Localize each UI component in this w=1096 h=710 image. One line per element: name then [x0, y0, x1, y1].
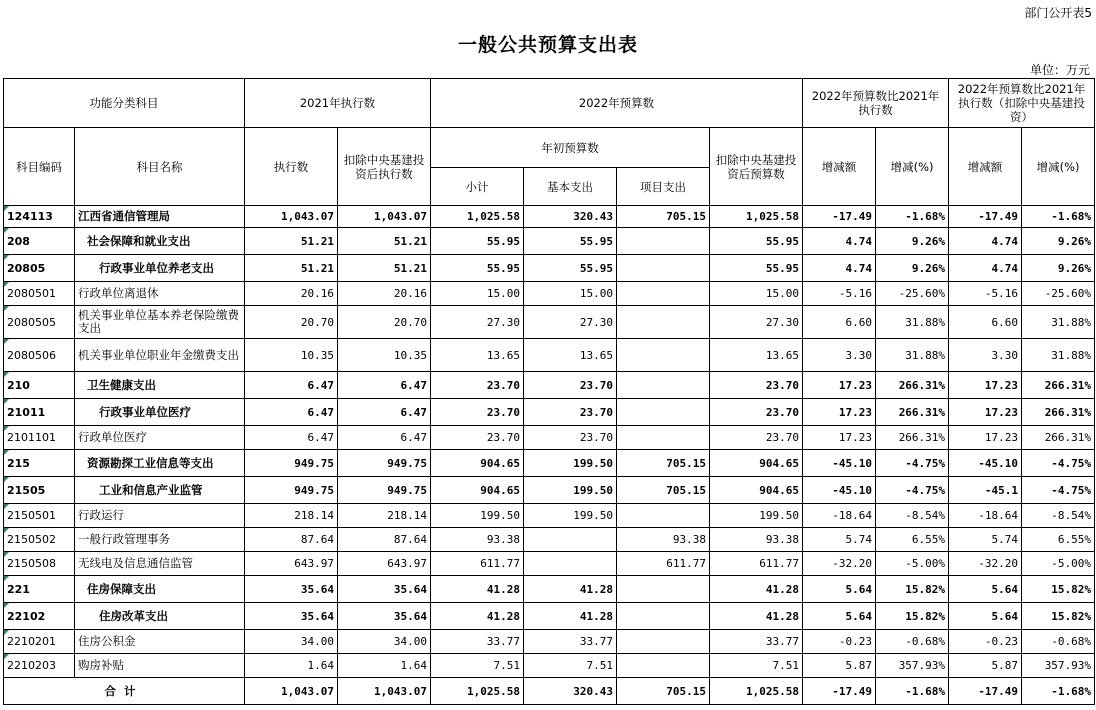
subject-name: 江西省通信管理局 [75, 206, 245, 228]
cell-budget_excl: 23.70 [710, 399, 803, 426]
cell-pct2: 15.82% [1022, 576, 1095, 603]
subject-code: 2150508 [4, 552, 75, 576]
subject-code: 2150501 [4, 504, 75, 528]
cell-project [617, 654, 710, 678]
table-row [4, 630, 1095, 654]
cell-pct2: 9.26% [1022, 255, 1095, 282]
cell-pct: -5.00% [876, 552, 949, 576]
cell-budget_excl: 611.77 [710, 552, 803, 576]
subject-name: 行政事业单位养老支出 [75, 255, 245, 282]
table-row [4, 282, 1095, 306]
table-row [4, 528, 1095, 552]
subject-name: 住房公积金 [75, 630, 245, 654]
cell-chg: -0.23 [803, 630, 876, 654]
subject-code: 2210201 [4, 630, 75, 654]
cell-pct: 31.88% [876, 339, 949, 372]
cell-pct: -0.68% [876, 630, 949, 654]
cell-chg: 5.64 [803, 603, 876, 630]
cell-exec: 34.00 [245, 630, 338, 654]
cell-project [617, 426, 710, 450]
cell-basic: 41.28 [524, 603, 617, 630]
cell-exec_excl: 6.47 [338, 426, 431, 450]
cell-project [617, 399, 710, 426]
cell-chg: -18.64 [803, 504, 876, 528]
subject-name: 住房改革支出 [75, 603, 245, 630]
cell-exec: 6.47 [245, 426, 338, 450]
table-row [4, 504, 1095, 528]
cell-basic: 23.70 [524, 426, 617, 450]
cell-pct2: -0.68% [1022, 630, 1095, 654]
cell-exec_excl: 218.14 [338, 504, 431, 528]
cell-budget_excl: 904.65 [710, 477, 803, 504]
table-row [4, 654, 1095, 678]
table-row [4, 426, 1095, 450]
cell-exec: 949.75 [245, 450, 338, 477]
cell-project: 611.77 [617, 552, 710, 576]
cell-budget_excl: 23.70 [710, 372, 803, 399]
subject-name: 一般行政管理事务 [75, 528, 245, 552]
subject-name: 行政事业单位医疗 [75, 399, 245, 426]
cell-project [617, 282, 710, 306]
page-title: 一般公共预算支出表 [457, 34, 638, 56]
cell-chg2: 5.87 [949, 654, 1022, 678]
cell-pct2: 266.31% [1022, 372, 1095, 399]
cell-basic: 7.51 [524, 654, 617, 678]
subject-code: 208 [4, 228, 75, 255]
cell-marker-icon [4, 528, 9, 533]
subject-code: 20805 [4, 255, 75, 282]
subject-name: 机关事业单位职业年金缴费支出 [75, 339, 245, 372]
subject-code: 221 [4, 576, 75, 603]
cell-project [617, 306, 710, 339]
cell-pct: 357.93% [876, 654, 949, 678]
cell-exec_excl: 1.64 [338, 654, 431, 678]
cell-marker-icon [4, 504, 9, 509]
subject-code: 2080501 [4, 282, 75, 306]
cell-project [617, 228, 710, 255]
cell-pct2: 31.88% [1022, 339, 1095, 372]
total-exec: 1,043.07 [245, 678, 338, 705]
header-project: 项目支出 [617, 168, 710, 206]
cell-basic: 199.50 [524, 477, 617, 504]
cell-pct2: -4.75% [1022, 477, 1095, 504]
cell-exec: 20.70 [245, 306, 338, 339]
table-row [4, 477, 1095, 504]
cell-chg2: 4.74 [949, 255, 1022, 282]
cell-pct: -4.75% [876, 450, 949, 477]
total-row [4, 678, 1095, 705]
cell-chg2: 17.23 [949, 426, 1022, 450]
cell-subtotal: 13.65 [431, 339, 524, 372]
header-subtotal: 小计 [431, 168, 524, 206]
cell-chg: 17.23 [803, 399, 876, 426]
subject-name: 住房保障支出 [75, 576, 245, 603]
header-code: 科目编码 [4, 128, 75, 206]
cell-exec: 6.47 [245, 399, 338, 426]
cell-marker-icon [4, 477, 9, 482]
cell-exec: 87.64 [245, 528, 338, 552]
cell-pct2: -5.00% [1022, 552, 1095, 576]
subject-name: 社会保障和就业支出 [75, 228, 245, 255]
cell-chg: -5.16 [803, 282, 876, 306]
subject-code: 21011 [4, 399, 75, 426]
cell-exec: 10.35 [245, 339, 338, 372]
cell-basic: 13.65 [524, 339, 617, 372]
cell-chg: 5.87 [803, 654, 876, 678]
budget-expenditure-table [3, 78, 1095, 705]
cell-subtotal: 55.95 [431, 228, 524, 255]
cell-pct: 9.26% [876, 255, 949, 282]
cell-exec_excl: 35.64 [338, 576, 431, 603]
cell-exec: 643.97 [245, 552, 338, 576]
cell-pct2: 357.93% [1022, 654, 1095, 678]
cell-subtotal: 15.00 [431, 282, 524, 306]
cell-chg2: -18.64 [949, 504, 1022, 528]
cell-budget_excl: 27.30 [710, 306, 803, 339]
cell-project [617, 630, 710, 654]
subject-name: 机关事业单位基本养老保险缴费支出 [75, 306, 245, 339]
cell-chg2: 5.64 [949, 603, 1022, 630]
subject-code: 22102 [4, 603, 75, 630]
total-exec_excl: 1,043.07 [338, 678, 431, 705]
table-row [4, 228, 1095, 255]
cell-basic: 55.95 [524, 228, 617, 255]
cell-exec: 51.21 [245, 255, 338, 282]
cell-marker-icon [4, 282, 9, 287]
header-compare-2021: 2022年预算数比2021年执行数 [803, 79, 949, 128]
subject-code: 2080505 [4, 306, 75, 339]
cell-exec_excl: 949.75 [338, 450, 431, 477]
cell-chg2: 3.30 [949, 339, 1022, 372]
cell-subtotal: 27.30 [431, 306, 524, 339]
cell-chg2: 4.74 [949, 228, 1022, 255]
subject-code: 215 [4, 450, 75, 477]
cell-basic: 23.70 [524, 399, 617, 426]
table-row [4, 399, 1095, 426]
cell-budget_excl: 41.28 [710, 576, 803, 603]
cell-budget_excl: 904.65 [710, 450, 803, 477]
cell-exec: 51.21 [245, 228, 338, 255]
cell-pct: 6.55% [876, 528, 949, 552]
header-change-pct: 增减(%) [876, 128, 949, 206]
cell-pct2: -4.75% [1022, 450, 1095, 477]
cell-pct2: 31.88% [1022, 306, 1095, 339]
total-chg2: -17.49 [949, 678, 1022, 705]
header-name: 科目名称 [75, 128, 245, 206]
cell-basic: 23.70 [524, 372, 617, 399]
cell-project: 705.15 [617, 206, 710, 228]
cell-subtotal: 23.70 [431, 399, 524, 426]
unit-label: 单位：万元 [1029, 63, 1090, 77]
cell-budget_excl: 93.38 [710, 528, 803, 552]
cell-basic: 27.30 [524, 306, 617, 339]
header-basic: 基本支出 [524, 168, 617, 206]
cell-subtotal: 7.51 [431, 654, 524, 678]
cell-subtotal: 41.28 [431, 576, 524, 603]
cell-marker-icon [4, 426, 9, 431]
header-change: 增减额 [803, 128, 876, 206]
cell-pct: 31.88% [876, 306, 949, 339]
cell-marker-icon [4, 372, 9, 377]
subject-code: 21505 [4, 477, 75, 504]
cell-marker-icon [4, 255, 9, 260]
cell-exec_excl: 6.47 [338, 399, 431, 426]
cell-chg2: 6.60 [949, 306, 1022, 339]
cell-exec: 35.64 [245, 576, 338, 603]
cell-exec_excl: 643.97 [338, 552, 431, 576]
cell-pct: -1.68% [876, 206, 949, 228]
cell-marker-icon [4, 576, 9, 581]
cell-subtotal: 33.77 [431, 630, 524, 654]
cell-pct: 266.31% [876, 399, 949, 426]
cell-exec_excl: 20.16 [338, 282, 431, 306]
cell-project: 93.38 [617, 528, 710, 552]
cell-exec: 6.47 [245, 372, 338, 399]
cell-chg: 3.30 [803, 339, 876, 372]
cell-pct2: -8.54% [1022, 504, 1095, 528]
header-budget-2022: 2022年预算数 [431, 79, 803, 128]
cell-chg: 5.64 [803, 576, 876, 603]
cell-pct: 266.31% [876, 426, 949, 450]
cell-exec_excl: 51.21 [338, 255, 431, 282]
cell-chg2: 5.64 [949, 576, 1022, 603]
table-row [4, 206, 1095, 228]
header-exec-2021: 2021年执行数 [245, 79, 431, 128]
cell-chg: 5.74 [803, 528, 876, 552]
cell-chg2: 17.23 [949, 399, 1022, 426]
cell-pct: 9.26% [876, 228, 949, 255]
cell-pct: -8.54% [876, 504, 949, 528]
cell-project: 705.15 [617, 477, 710, 504]
cell-exec_excl: 51.21 [338, 228, 431, 255]
cell-chg2: 17.23 [949, 372, 1022, 399]
subject-name: 卫生健康支出 [75, 372, 245, 399]
cell-chg2: -32.20 [949, 552, 1022, 576]
cell-budget_excl: 13.65 [710, 339, 803, 372]
cell-chg2: -45.1 [949, 477, 1022, 504]
cell-pct: -4.75% [876, 477, 949, 504]
cell-subtotal: 904.65 [431, 450, 524, 477]
cell-chg: -32.20 [803, 552, 876, 576]
cell-project [617, 372, 710, 399]
cell-exec_excl: 87.64 [338, 528, 431, 552]
cell-basic [524, 552, 617, 576]
subject-name: 工业和信息产业监管 [75, 477, 245, 504]
total-pct2: -1.68% [1022, 678, 1095, 705]
cell-marker-icon [4, 654, 9, 659]
cell-exec_excl: 35.64 [338, 603, 431, 630]
cell-pct2: 9.26% [1022, 228, 1095, 255]
cell-subtotal: 1,025.58 [431, 206, 524, 228]
header-func-category: 功能分类科目 [4, 79, 245, 128]
table-row [4, 603, 1095, 630]
cell-subtotal: 41.28 [431, 603, 524, 630]
cell-exec: 35.64 [245, 603, 338, 630]
cell-exec_excl: 10.35 [338, 339, 431, 372]
cell-marker-icon [4, 399, 9, 404]
cell-exec: 20.16 [245, 282, 338, 306]
cell-marker-icon [4, 630, 9, 635]
cell-chg2: -0.23 [949, 630, 1022, 654]
header-budget-excl: 扣除中央基建投资后预算数 [710, 128, 803, 206]
header-change-2: 增减额 [949, 128, 1022, 206]
subject-code: 2080506 [4, 339, 75, 372]
cell-marker-icon [4, 450, 9, 455]
cell-chg: -45.10 [803, 450, 876, 477]
table-number-label: 部门公开表5 [1024, 6, 1092, 20]
total-pct: -1.68% [876, 678, 949, 705]
cell-basic: 41.28 [524, 576, 617, 603]
cell-chg: 4.74 [803, 255, 876, 282]
cell-exec: 949.75 [245, 477, 338, 504]
total-basic: 320.43 [524, 678, 617, 705]
cell-subtotal: 904.65 [431, 477, 524, 504]
cell-chg: -45.10 [803, 477, 876, 504]
cell-pct2: 266.31% [1022, 426, 1095, 450]
cell-subtotal: 23.70 [431, 372, 524, 399]
cell-basic: 199.50 [524, 450, 617, 477]
cell-subtotal: 93.38 [431, 528, 524, 552]
cell-pct2: -1.68% [1022, 206, 1095, 228]
cell-pct2: 266.31% [1022, 399, 1095, 426]
cell-pct: 266.31% [876, 372, 949, 399]
subject-name: 资源勘探工业信息等支出 [75, 450, 245, 477]
cell-basic: 55.95 [524, 255, 617, 282]
header-exec: 执行数 [245, 128, 338, 206]
subject-code: 124113 [4, 206, 75, 228]
cell-pct: -25.60% [876, 282, 949, 306]
total-project: 705.15 [617, 678, 710, 705]
cell-budget_excl: 55.95 [710, 228, 803, 255]
table-row [4, 576, 1095, 603]
table-row [4, 306, 1095, 339]
subject-name: 行政运行 [75, 504, 245, 528]
header-change-pct-2: 增减(%) [1022, 128, 1095, 206]
cell-chg2: -5.16 [949, 282, 1022, 306]
total-label: 合计 [4, 678, 245, 705]
cell-budget_excl: 41.28 [710, 603, 803, 630]
cell-budget_excl: 1,025.58 [710, 206, 803, 228]
cell-pct2: -25.60% [1022, 282, 1095, 306]
cell-basic [524, 528, 617, 552]
cell-exec_excl: 6.47 [338, 372, 431, 399]
cell-basic: 15.00 [524, 282, 617, 306]
cell-chg: 17.23 [803, 372, 876, 399]
cell-chg: 4.74 [803, 228, 876, 255]
header-exec-excl: 扣除中央基建投资后执行数 [338, 128, 431, 206]
cell-pct: 15.82% [876, 576, 949, 603]
cell-exec: 1,043.07 [245, 206, 338, 228]
cell-project [617, 504, 710, 528]
subject-code: 2150502 [4, 528, 75, 552]
cell-pct2: 6.55% [1022, 528, 1095, 552]
cell-basic: 199.50 [524, 504, 617, 528]
cell-subtotal: 23.70 [431, 426, 524, 450]
cell-chg: 17.23 [803, 426, 876, 450]
cell-subtotal: 55.95 [431, 255, 524, 282]
cell-exec_excl: 949.75 [338, 477, 431, 504]
cell-marker-icon [4, 206, 9, 211]
table-row [4, 372, 1095, 399]
subject-code: 2210203 [4, 654, 75, 678]
subject-name: 行政单位医疗 [75, 426, 245, 450]
cell-basic: 320.43 [524, 206, 617, 228]
cell-project [617, 339, 710, 372]
subject-code: 210 [4, 372, 75, 399]
cell-budget_excl: 55.95 [710, 255, 803, 282]
cell-budget_excl: 199.50 [710, 504, 803, 528]
subject-name: 购房补贴 [75, 654, 245, 678]
table-row [4, 552, 1095, 576]
cell-pct2: 15.82% [1022, 603, 1095, 630]
cell-marker-icon [4, 552, 9, 557]
cell-project [617, 255, 710, 282]
table-row [4, 339, 1095, 372]
subject-code: 2101101 [4, 426, 75, 450]
total-chg: -17.49 [803, 678, 876, 705]
cell-project [617, 576, 710, 603]
cell-chg2: -17.49 [949, 206, 1022, 228]
table-row [4, 255, 1095, 282]
cell-exec: 218.14 [245, 504, 338, 528]
cell-project [617, 603, 710, 630]
total-budget_excl: 1,025.58 [710, 678, 803, 705]
subject-name: 行政单位离退休 [75, 282, 245, 306]
subject-name: 无线电及信息通信监管 [75, 552, 245, 576]
cell-marker-icon [4, 339, 9, 344]
cell-chg: 6.60 [803, 306, 876, 339]
cell-exec_excl: 1,043.07 [338, 206, 431, 228]
cell-exec_excl: 20.70 [338, 306, 431, 339]
table-row [4, 450, 1095, 477]
cell-marker-icon [4, 306, 9, 311]
cell-budget_excl: 15.00 [710, 282, 803, 306]
cell-budget_excl: 23.70 [710, 426, 803, 450]
cell-exec: 1.64 [245, 654, 338, 678]
header-compare-2021-excl: 2022年预算数比2021年执行数（扣除中央基建投资） [949, 79, 1095, 128]
cell-chg2: 5.74 [949, 528, 1022, 552]
cell-budget_excl: 7.51 [710, 654, 803, 678]
cell-project: 705.15 [617, 450, 710, 477]
total-subtotal: 1,025.58 [431, 678, 524, 705]
cell-marker-icon [4, 603, 9, 608]
cell-marker-icon [4, 228, 9, 233]
cell-exec_excl: 34.00 [338, 630, 431, 654]
cell-basic: 33.77 [524, 630, 617, 654]
cell-chg2: -45.10 [949, 450, 1022, 477]
cell-pct: 15.82% [876, 603, 949, 630]
header-initial-budget: 年初预算数 [431, 128, 710, 168]
cell-chg: -17.49 [803, 206, 876, 228]
cell-budget_excl: 33.77 [710, 630, 803, 654]
cell-subtotal: 611.77 [431, 552, 524, 576]
cell-subtotal: 199.50 [431, 504, 524, 528]
